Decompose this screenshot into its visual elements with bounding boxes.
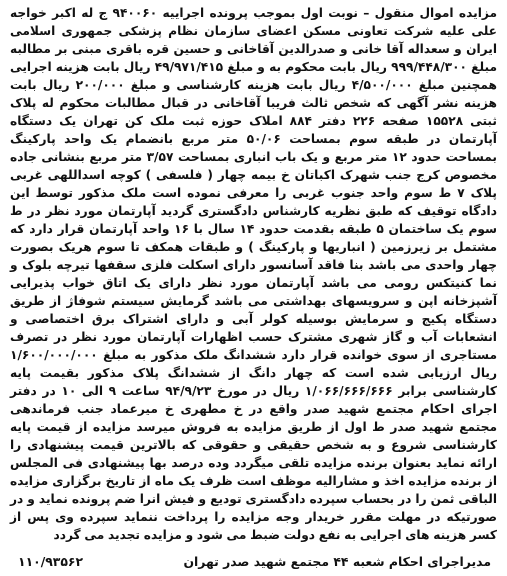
reference-number: ۱۱۰/۹۳۵۶۲ (18, 554, 84, 569)
notice-body: مزایده اموال منقول – نوبت اول بموجب پرونده اجراییه ۹۴۰۰۶۰ ج له اکبر خواجه علی علیه شرکت تعاونی مسکن اعضای سازمان نظام پزشکی جمهوری اسلامی ایران و سعداله آقا خانی و صدرالدین آقاخانی و حسین قره باقری مبنی بر مطالبه مبلغ ۹۹۹/۴۴۸/۳۰۰ ریال بابت محکوم به و مبلغ ۴۹/۹۷۱/۴۱۵ ریال بابت هزینه اجرایی همچنین مبلغ ۴/۵۰۰/۰۰۰ ریال بابت هزینه کارشناسی و مبلغ ۲۰۰/۰۰۰ ریال بابت هزینه نشر آگهی که شخص ثالث فریبا آقاخانی در قبال مطالبات محکوم له پلاک ثبتی ۱۵۵۲۸ صفحه ۲۲۶ دفتر ۸۸۴ املاک حوزه ثبت ملک کن تهران یک دستگاه آپارتمان در طبقه سوم بمساحت ۵۰/۰۶ متر مربع بانضمام یک واحد پارکینگ بمساحت حدود ۱۲ متر مربع و یک باب انباری بمساحت ۳/۵۷ متر مربع بنشانی جاده مخصوص کرج جنب شهرک اکباتان خ بیمه چهار ( فلسفی ) کوچه اسداللهی غربی پلاک ۷ ط سوم واحد جنوب غربی را معرفی نموده است ملک مذکور توسط این دادگاه توقیف که طبق نظریه کارشناس دادگستری گردید آپارتمان مورد نظر در ط سوم یک ساختمان ۵ طبقه بقدمت حدود ۱۴ سال با ۱۶ واحد آپارتمان قرار دارد که مشتمل بر زیرزمین ( انباریها و پارکینگ ) و طبقات همکف تا سوم هریک بصورت چهار واحدی می باشد بنا فاقد آسانسور دارای اسکلت فلزی سقفها تیرچه بلوک و نما کنیتکس رومی می باشد آپارتمان مورد نظر دارای یک اتاق خواب پذیرایی آشپزخانه اپن و سرویسهای بهداشتی می باشد گرمایش سیستم شوفاژ از طریق دستگاه پکیج و سرمایش بوسیله کولر آبی و دارای اشتراک برق اختصاصی و انشعابات آب و گاز شهری مشترک حسب اظهارات آپارتمان مورد نظر در تصرف مستاجری از سوی خوانده قرار دارد ششدانگ ملک مذکور به مبلغ ۱/۶۰۰/۰۰۰/۰۰۰ ریال ارزیابی شده است که چهار دانگ از ششدانگ پلاک مذکور بقیمت پایه کارشناسی برابر ۱/۰۶۶/۶۶۶/۶۶۶ ریال در مورخ ۹۴/۹/۲۳ ساعت ۹ الی ۱۰ در دفتر اجرای احکام مجتمع شهید صدر واقع در خ مطهری خ میرعماد جنب فرماندهی مجتمع شهید صدر ط اول از طریق مزایده به فروش میرسد مزایده از قیمت پایه کارشناسی شروع و به شخص حقیقی و حقوقی که بالاترین قیمت پیشنهادی را ارائه نماید بعنوان برنده مزایده تلقی میگردد وده درصد بها پیشنهادی فی المجلس از برنده مزایده اخذ و مشارالیه موظف است ظرف یک ماه از تاریخ برگزاری مزایده الباقی ثمن را در بحساب سپرده دادگستری تودیع و فیش انرا ضم پرونده نماید و در صورتیکه در مهلت مقرر خریدار وجه مزایده را پرداخت ننماید سپرده وی پس از کسر هزینه های اجرایی به نفع دولت ضبط می شود و مزایده تجدید می گردد (10, 6, 497, 542)
notice-footer (10, 552, 497, 572)
issuer-signature: مدیراجرای احکام شعبه ۴۴ مجتمع شهید صدر تهران (183, 554, 491, 569)
